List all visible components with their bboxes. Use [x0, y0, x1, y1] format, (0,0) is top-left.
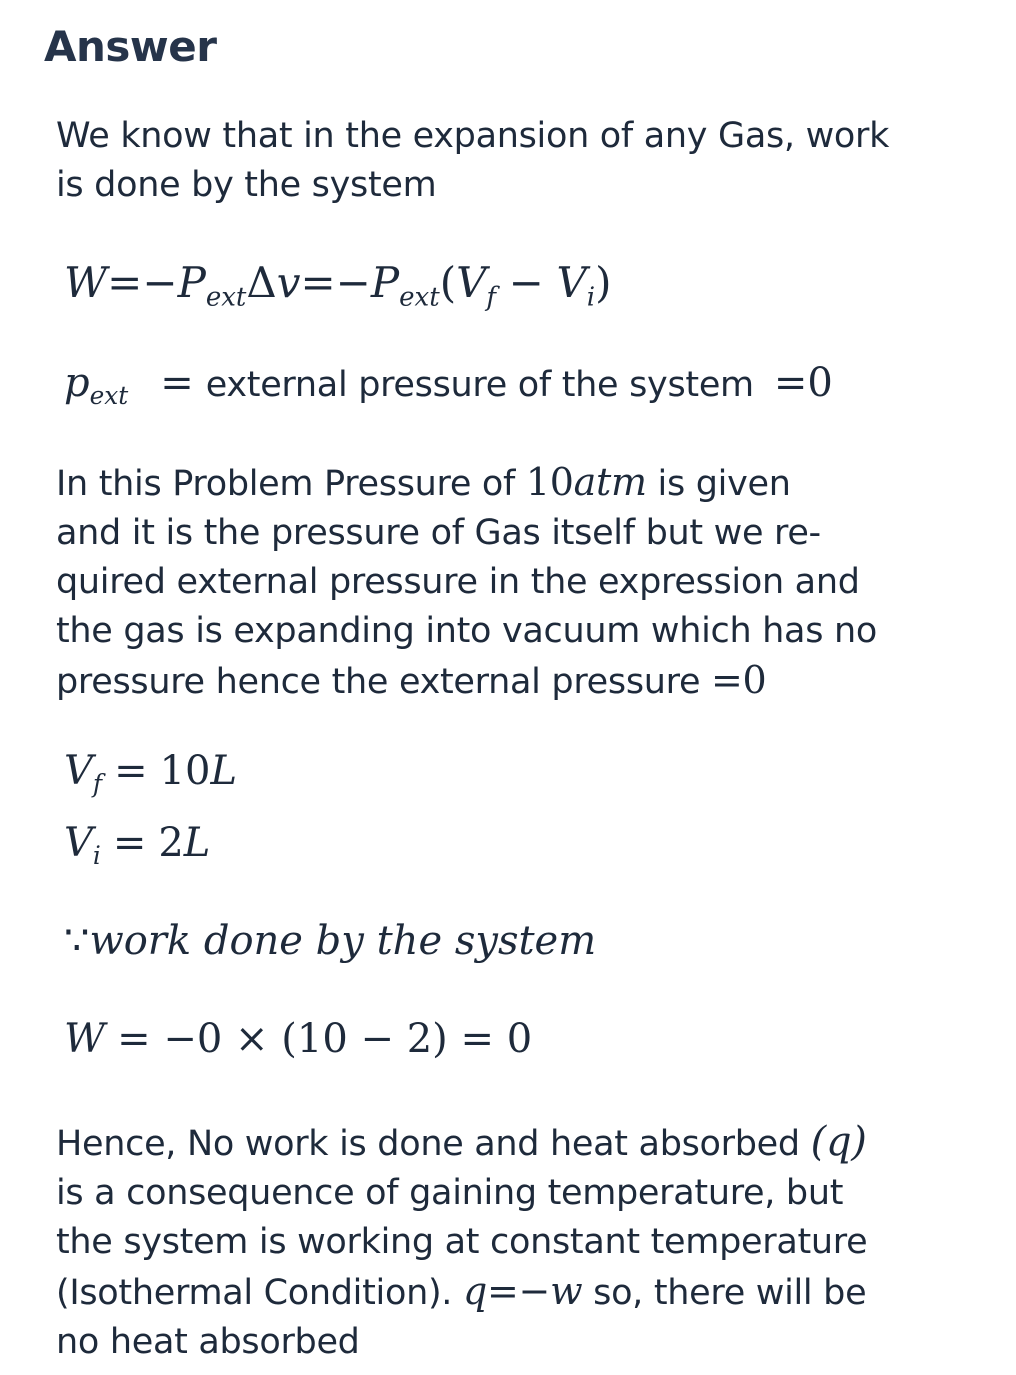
c-line-5: no heat absorbed [56, 1322, 360, 1362]
p2-line-4: the gas is expanding into vacuum which has no [56, 611, 877, 651]
work-equation [64, 258, 612, 313]
p2-line-3: quired external pressure in the expression and [56, 562, 860, 602]
c-qw-math: q=−w [462, 1269, 583, 1313]
def-p: p [64, 360, 90, 406]
def-value: =0 [773, 360, 833, 406]
p2-num: 10 [525, 460, 574, 504]
p2-line-1: In this Problem Pressure of 10atm is given [56, 460, 791, 504]
eq1-equals-1: = [107, 258, 143, 307]
eq1-w: W [64, 258, 108, 307]
vf-unit: L [210, 748, 238, 794]
p2-line-2: and it is the pressure of Gas itself but we re- [56, 513, 821, 553]
eq1-equals-2: = [300, 258, 336, 307]
vf-sub: f [92, 768, 103, 798]
eq1-p-2: P [370, 258, 400, 307]
calc-rest: = −0 × (10 − 2) = 0 [117, 1016, 533, 1062]
eq1-open-paren: ( [439, 258, 457, 307]
answer-heading: Answer [44, 22, 217, 71]
eq1-vf: V [456, 258, 487, 307]
eq1-sub-ext-2: ext [399, 282, 440, 313]
eq1-minus-2: − [335, 258, 371, 307]
because-symbol: ∵ [64, 918, 90, 964]
c-q-math: (q) [810, 1119, 867, 1165]
vi-equals: = [112, 820, 147, 866]
eq1-delta: Δ [246, 258, 277, 307]
def-sub-ext: ext [89, 380, 129, 410]
vi-sub: i [92, 840, 101, 870]
vi-value: 2 [158, 820, 184, 866]
def-text: external pressure of the system [205, 365, 754, 405]
vf-equals: = [114, 748, 148, 794]
eq1-sub-f: f [486, 282, 497, 313]
def-equals: = [160, 360, 194, 406]
c-line-1: Hence, No work is done and heat absorbed (q) [56, 1119, 867, 1165]
eq1-sub-i: i [586, 282, 596, 313]
vf-value: 10 [159, 748, 211, 794]
p2-line-5: pressure hence the external pressure =0 [56, 658, 767, 702]
work-calculation [64, 1016, 532, 1062]
p2-value: =0 [711, 658, 767, 702]
pext-definition [64, 360, 833, 410]
eq1-close-paren: ) [595, 258, 612, 307]
c-line-3: the system is working at constant temperature [56, 1222, 868, 1262]
conclusion-paragraph [56, 1118, 956, 1367]
vf-label: V [64, 748, 93, 794]
eq1-vi: V [556, 258, 587, 307]
pressure-paragraph [56, 458, 956, 707]
eq1-p-1: P [177, 258, 206, 307]
eq1-minus-3: − [508, 258, 544, 307]
eq1-sub-ext-1: ext [205, 282, 247, 313]
c-line-4: (Isothermal Condition). q=−w so, there will be [56, 1269, 867, 1313]
c-line-2: is a consequence of gaining temperature, but [56, 1173, 844, 1213]
intro-line-2: is done by the system [56, 165, 437, 205]
intro-paragraph [56, 112, 956, 210]
because-text: work done by the system [89, 918, 597, 964]
vi-label: V [64, 820, 93, 866]
because-statement [64, 918, 596, 964]
p2-unit: atm [573, 460, 647, 504]
calc-w: W [64, 1016, 106, 1062]
intro-line-1: We know that in the expansion of any Gas, work [56, 116, 890, 156]
eq1-minus-1: − [142, 258, 178, 307]
eq1-v: v [276, 258, 301, 307]
initial-volume [64, 820, 211, 870]
final-volume [64, 748, 238, 798]
vi-unit: L [183, 820, 211, 866]
